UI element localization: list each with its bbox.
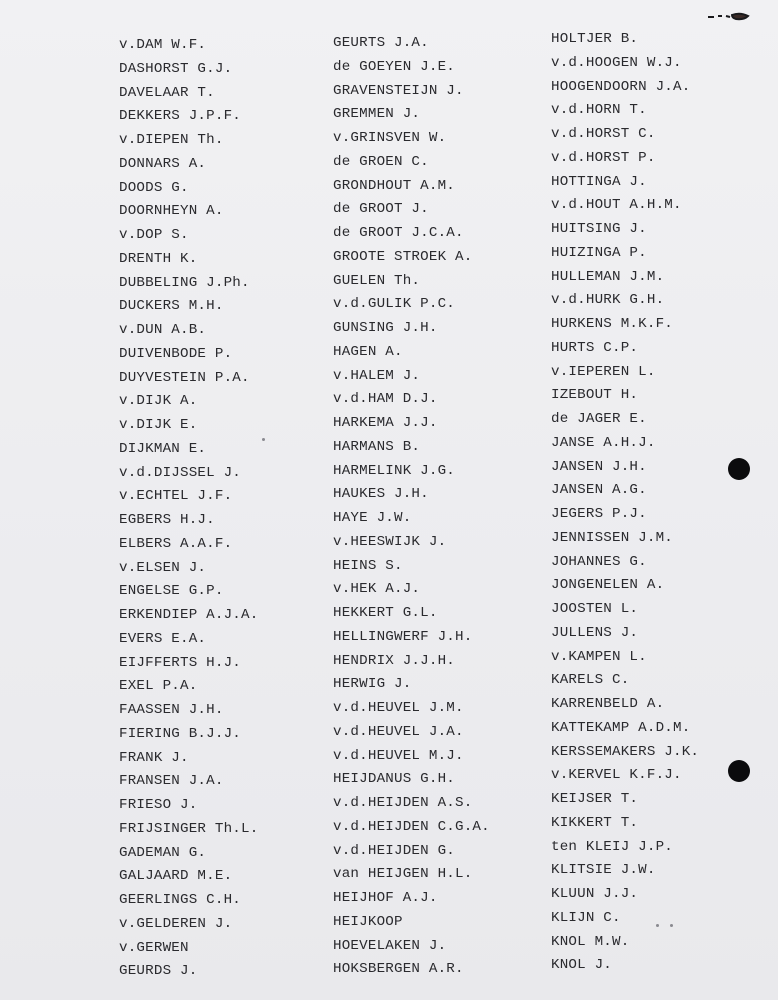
name-entry: KIKKERT T. <box>551 814 639 831</box>
name-entry: FIERING B.J.J. <box>119 725 241 742</box>
name-entry: v.GRINSVEN W. <box>333 130 447 146</box>
name-entry: HURKENS M.K.F. <box>551 316 673 332</box>
name-entry: FRANSEN J.A. <box>119 773 224 790</box>
name-entry: de GROOT J. <box>333 201 429 218</box>
name-entry: JANSEN A.G. <box>551 482 647 499</box>
name-entry: HEIJDANUS G.H. <box>333 771 455 788</box>
name-entry: FRIESO J. <box>119 797 198 813</box>
name-entry: HOKSBERGEN A.R. <box>333 961 464 978</box>
name-entry: EIJFFERTS H.J. <box>119 654 241 671</box>
name-entry: JEGERS P.J. <box>551 506 647 522</box>
name-entry: v.HEK A.J. <box>333 581 421 598</box>
speck <box>670 924 673 927</box>
name-entry: EVERS E.A. <box>119 630 207 647</box>
name-entry: JANSE A.H.J. <box>551 434 656 451</box>
name-entry: EXEL P.A. <box>119 678 198 695</box>
name-entry: v.d.HEUVEL J.M. <box>333 700 464 716</box>
name-entry: DOODS G. <box>119 179 189 196</box>
name-entry: GRONDHOUT A.M. <box>333 177 455 194</box>
name-entry: JONGENELEN A. <box>551 577 665 594</box>
punch-hole <box>728 458 750 480</box>
name-entry: v.KAMPEN L. <box>551 648 647 665</box>
name-entry: de GOEYEN J.E. <box>333 58 455 75</box>
name-entry: HARMELINK J.G. <box>333 462 455 479</box>
name-entry: v.ECHTEL J.F. <box>119 488 233 505</box>
name-entry: ten KLEIJ J.P. <box>551 838 673 855</box>
name-entry: HENDRIX J.J.H. <box>333 652 455 669</box>
name-entry: ENGELSE G.P. <box>119 583 224 600</box>
name-entry: v.d.HEIJDEN C.G.A. <box>333 818 490 835</box>
name-entry: v.GELDEREN J. <box>119 915 233 932</box>
name-entry: v.DIJK E. <box>119 417 198 433</box>
name-entry: v.d.HORST P. <box>551 149 656 166</box>
name-entry: HAGEN A. <box>333 343 403 360</box>
name-entry: v.d.HORST C. <box>551 126 656 142</box>
name-entry: v.d.DIJSSEL J. <box>119 464 241 481</box>
name-entry: ERKENDIEP A.J.A. <box>119 607 259 623</box>
name-entry: HEINS S. <box>333 557 403 574</box>
name-entry: KLIJN C. <box>551 909 621 926</box>
name-entry: KNOL J. <box>551 957 612 974</box>
name-entry: v.d.HEIJDEN A.S. <box>333 795 473 811</box>
name-entry: DUCKERS M.H. <box>119 298 224 315</box>
name-entry: JOOSTEN L. <box>551 601 639 617</box>
name-entry: DASHORST G.J. <box>119 60 233 77</box>
name-entry: v.d.HORN T. <box>551 102 647 119</box>
name-entry: DEKKERS J.P.F. <box>119 108 241 125</box>
name-entry: GEERLINGS C.H. <box>119 892 241 908</box>
name-entry: HELLINGWERF J.H. <box>333 628 473 645</box>
name-entry: v.d.HAM D.J. <box>333 391 438 408</box>
name-entry: v.HALEM J. <box>333 367 421 384</box>
name-entry: v.DOP S. <box>119 227 189 243</box>
name-entry: DUYVESTEIN P.A. <box>119 369 250 386</box>
name-entry: GUNSING J.H. <box>333 320 438 336</box>
name-entry: GADEMAN G. <box>119 844 207 861</box>
name-entry: HERWIG J. <box>333 676 412 693</box>
name-entry: GREMMEN J. <box>333 106 421 123</box>
name-entry: v.HEESWIJK J. <box>333 533 447 550</box>
name-entry: v.IEPEREN L. <box>551 363 656 380</box>
name-entry: de JAGER E. <box>551 411 647 427</box>
name-entry: DUBBELING J.Ph. <box>119 274 250 291</box>
name-entry: HULLEMAN J.M. <box>551 268 665 285</box>
name-entry: HOLTJER B. <box>551 31 639 47</box>
name-entry: KERSSEMAKERS J.K. <box>551 743 700 760</box>
name-entry: HARKEMA J.J. <box>333 415 438 431</box>
name-entry: HOTTINGA J. <box>551 173 647 190</box>
name-entry: EGBERS H.J. <box>119 512 215 528</box>
name-entry: HOEVELAKEN J. <box>333 937 447 954</box>
name-entry: v.ELSEN J. <box>119 559 207 576</box>
name-entry: v.DIJK A. <box>119 393 198 410</box>
name-entry: v.KERVEL K.F.J. <box>551 767 682 784</box>
name-column-2 <box>333 32 490 982</box>
name-entry: de GROEN C. <box>333 153 429 170</box>
name-entry: DOORNHEYN A. <box>119 203 224 220</box>
name-entry: HEIJHOF A.J. <box>333 890 438 906</box>
name-entry: DUIVENBODE P. <box>119 345 233 362</box>
name-entry: v.d.HEUVEL M.J. <box>333 747 464 764</box>
name-entry: DRENTH K. <box>119 250 198 267</box>
name-entry: JENNISSEN J.M. <box>551 529 673 546</box>
name-entry: HEKKERT G.L. <box>333 605 438 621</box>
name-entry: GUELEN Th. <box>333 272 421 289</box>
name-entry: v.d.HOUT A.H.M. <box>551 197 682 214</box>
name-entry: v.GERWEN <box>119 939 189 956</box>
name-entry: HUIZINGA P. <box>551 244 647 261</box>
name-entry: GALJAARD M.E. <box>119 868 233 885</box>
name-entry: FAASSEN J.H. <box>119 702 224 718</box>
name-entry: van HEIJGEN H.L. <box>333 866 473 883</box>
name-entry: JOHANNES G. <box>551 553 647 570</box>
name-entry: GEURDS J. <box>119 963 198 980</box>
name-entry: HURTS C.P. <box>551 339 639 356</box>
name-entry: GEURTS J.A. <box>333 35 429 51</box>
name-entry: HARMANS B. <box>333 438 421 455</box>
name-entry: v.d.HURK G.H. <box>551 292 665 309</box>
name-entry: v.DAM W.F. <box>119 37 207 53</box>
speck <box>656 924 659 927</box>
name-column-1 <box>119 34 258 984</box>
speck <box>262 438 265 441</box>
name-entry: DAVELAAR T. <box>119 84 215 101</box>
name-entry: v.d.HOOGEN W.J. <box>551 54 682 71</box>
name-entry: v.DUN A.B. <box>119 322 207 338</box>
name-entry: GRAVENSTEIJN J. <box>333 82 464 99</box>
name-entry: KLUUN J.J. <box>551 886 639 902</box>
name-entry: v.d.HEUVEL J.A. <box>333 723 464 740</box>
name-entry: KATTEKAMP A.D.M. <box>551 719 691 736</box>
name-entry: ELBERS A.A.F. <box>119 535 233 552</box>
name-entry: v.d.HEIJDEN G. <box>333 842 455 859</box>
name-entry: de GROOT J.C.A. <box>333 225 464 241</box>
name-column-3 <box>551 28 699 978</box>
name-entry: FRIJSINGER Th.L. <box>119 820 259 837</box>
ink-mark-icon <box>706 12 752 22</box>
name-entry: v.DIEPEN Th. <box>119 132 224 148</box>
name-entry: HEIJKOOP <box>333 913 403 930</box>
name-entry: DONNARS A. <box>119 155 207 172</box>
name-entry: v.d.GULIK P.C. <box>333 296 455 313</box>
name-entry: HUITSING J. <box>551 221 647 237</box>
name-entry: JULLENS J. <box>551 624 639 641</box>
name-entry: IZEBOUT H. <box>551 387 639 404</box>
name-entry: HOOGENDOORN J.A. <box>551 78 691 95</box>
name-entry: KARRENBELD A. <box>551 696 665 712</box>
name-entry: HAYE J.W. <box>333 510 412 526</box>
name-entry: DIJKMAN E. <box>119 440 207 457</box>
name-entry: JANSEN J.H. <box>551 458 647 475</box>
name-entry: FRANK J. <box>119 749 189 766</box>
name-entry: KLITSIE J.W. <box>551 862 656 879</box>
name-entry: HAUKES J.H. <box>333 486 429 503</box>
punch-hole <box>728 760 750 782</box>
name-entry: GROOTE STROEK A. <box>333 248 473 265</box>
name-entry: KARELS C. <box>551 672 630 689</box>
name-entry: KEIJSER T. <box>551 791 639 807</box>
name-entry: KNOL M.W. <box>551 933 630 950</box>
